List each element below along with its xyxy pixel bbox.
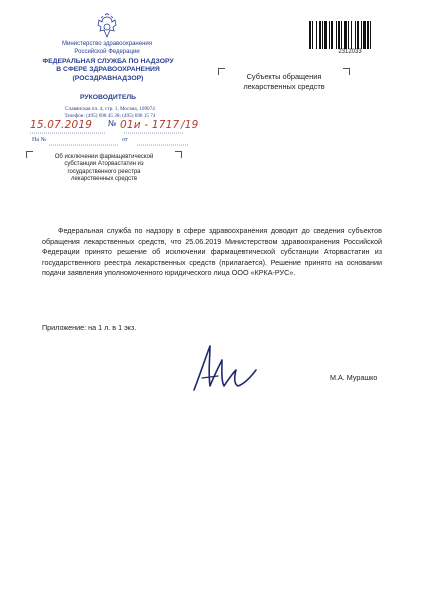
addressee-line-2: лекарственных средств [243, 82, 325, 92]
subject-corner-mark [175, 151, 182, 158]
attachment-note: Приложение: на 1 л. в 1 экз. [42, 323, 137, 332]
barcode-bar [324, 21, 327, 49]
reference-line [29, 137, 189, 147]
agency-line-2: В СФЕРЕ ЗДРАВООХРАНЕНИЯ [56, 66, 160, 74]
barcode-bar [348, 21, 349, 49]
barcode-bar [370, 21, 371, 49]
barcode-bar [355, 21, 356, 49]
number-sign: № [108, 119, 117, 128]
registration-line [28, 118, 203, 136]
barcode-bar [329, 21, 330, 49]
barcode-bar [322, 21, 323, 49]
barcode-bar [357, 21, 359, 49]
letter-body: Федеральная служба по надзору в сфере здравоохранения доводит до сведения субъектов обращения лекарственных средств, что 25.06.2019 Министерством здравоохранения Российской Федерации принято решение об исключении фармацевтической субстанции Аторвастатин из государственного реестра лекарственных средств (прилагается). Решение принято на основании подачи заявления уполномоченного юридического лица ООО «КРКА-РУС». [42, 226, 382, 278]
ministry-line-2: Российской Федерации [74, 48, 140, 55]
registration-number: 01и - 1717 [120, 119, 180, 131]
ministry-line-1: Министерство здравоохранения [62, 41, 152, 47]
reference-from-label: от [122, 137, 128, 143]
reference-number-label: На № [32, 137, 47, 143]
barcode-bar [331, 21, 333, 49]
barcode-number: 2312033 [338, 49, 362, 55]
barcode-bar [309, 21, 311, 49]
barcode-bar [367, 21, 369, 49]
addressee-corner-mark [218, 68, 225, 75]
subject-line-4: лекарственных средств [70, 176, 138, 183]
addressee-corner-mark [343, 68, 350, 75]
subject-corner-mark [26, 151, 33, 158]
barcode-bar [351, 21, 352, 49]
handwritten-signature [188, 340, 268, 400]
coat-of-arms-emblem [95, 13, 119, 40]
head-title: РУКОВОДИТЕЛЬ [79, 94, 137, 101]
barcode-bar [336, 21, 337, 49]
barcode-bar [341, 21, 342, 49]
registration-year-suffix: /19 [181, 119, 199, 131]
barcode-bar [344, 21, 347, 49]
barcode-bar [361, 21, 362, 49]
agency-line-3: (РОСЗДРАВНАДЗОР) [72, 74, 144, 82]
barcode-bar [319, 21, 321, 49]
subject-line-1: Об исключении фармацевтической [54, 154, 154, 160]
addressee [214, 72, 354, 92]
agency-name [38, 58, 178, 83]
barcode-bar [316, 21, 317, 49]
barcode-bar [338, 21, 340, 49]
address-line-2: Телефон: (495) 698 45 38; (495) 698 15 74 [64, 113, 156, 119]
barcode-bar [363, 21, 366, 49]
address-line-1: Славянская пл. 4, стр. 1, Москва, 109074 [65, 106, 155, 112]
agency-line-1: ФЕДЕРАЛЬНАЯ СЛУЖБА ПО НАДЗОРУ [42, 58, 174, 65]
signer-name: М.А. Мурашко [330, 373, 378, 382]
subject-line-2: субстанции Аторвастатин из [64, 161, 144, 168]
ministry-name [46, 41, 168, 56]
letter-subject [30, 154, 178, 184]
registration-date: 15.07.2019 [30, 119, 93, 131]
addressee-line-1: Субъекты обращения [246, 72, 322, 81]
barcode [308, 21, 392, 51]
subject-line-3: государственного реестра [67, 168, 141, 175]
barcode-bar [312, 21, 313, 49]
